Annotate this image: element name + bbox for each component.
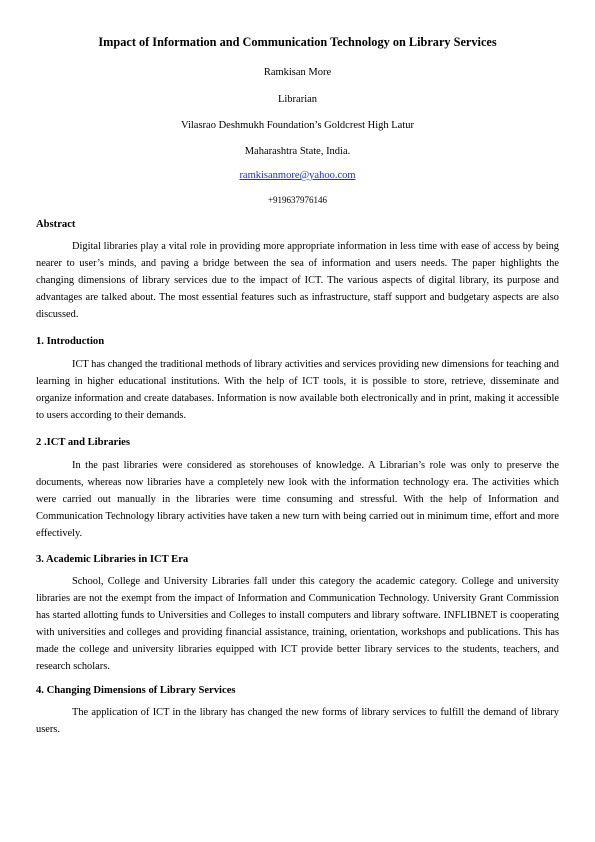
paper-page [36,34,559,50]
author-name: Ramkisan More [263,67,332,78]
author-phone: +919637976146 [267,195,328,205]
section-heading-academic-libraries: 3. Academic Libraries in ICT Era [36,554,189,565]
section-body-abstract: Digital libraries play a vital role in providing more appropriate information in less time with ease of access by being nearer to user’s minds, and paving a bridge between the sea of information and users needs. The paper highlights the changing dimensions of library services due to the impact of ICT. The various aspects of digital library, its purpose and advantages are talked about. The most essential features such as infrastructure, staff support and budgetary aspects are also discussed. [36,241,559,320]
section-body-ict-libraries: In the past libraries were considered as storehouses of knowledge. A Librarian’s role was only to preserve the documents, whereas now libraries have a completely new look with the information technology era. The activities which were carried out manually in the libraries were time consuming and stressful. With the help of Information and Communication Technology library activities have taken a new turn with being carried out in minimum time, effort and more effectively. [36,460,559,539]
author-institution: Vilasrao Deshmukh Foundation’s Goldcrest High Latur [181,120,414,131]
email-row [36,169,559,182]
author-location: Maharashtra State, India. [244,146,351,157]
section-body-changing-dimensions: The application of ICT in the library has changed the new forms of library services to fulfill the demand of library users. [36,707,559,735]
section-body-academic-libraries: School, College and University Libraries fall under this category the academic category. College and university libraries are not the exempt from the impact of Information and Communication Technology. University Grant Commission has started allotting funds to Universities and Colleges to install computers and library software. INFLIBNET is cooperating with universities and colleges and providing financial assistance, training, orientation, workshops and publications. This has made the college and university libraries equipped with ICT provide better library services to the students, teachers, and research scholars. [36,576,559,672]
email-link[interactable]: ramkisanmore@yahoo.com [239,170,356,181]
section-heading-ict-libraries: 2 .ICT and Libraries [36,437,130,448]
section-heading-changing-dimensions: 4. Changing Dimensions of Library Services [36,685,236,696]
section-heading-introduction: 1. Introduction [36,336,105,347]
author-designation: Librarian [277,94,318,105]
section-body-introduction: ICT has changed the traditional methods of library activities and services providing new dimensions for teaching and learning in higher educational institutions. With the help of ICT tools, it is possible to store, retrieve, disseminate and organize information and create databases. Information is now available both electronically and in print, making it accessible to users according to their demands. [36,359,559,421]
section-heading-abstract: Abstract [36,219,76,230]
paper-title: Impact of Information and Communication Technology on Library Services [98,35,497,49]
